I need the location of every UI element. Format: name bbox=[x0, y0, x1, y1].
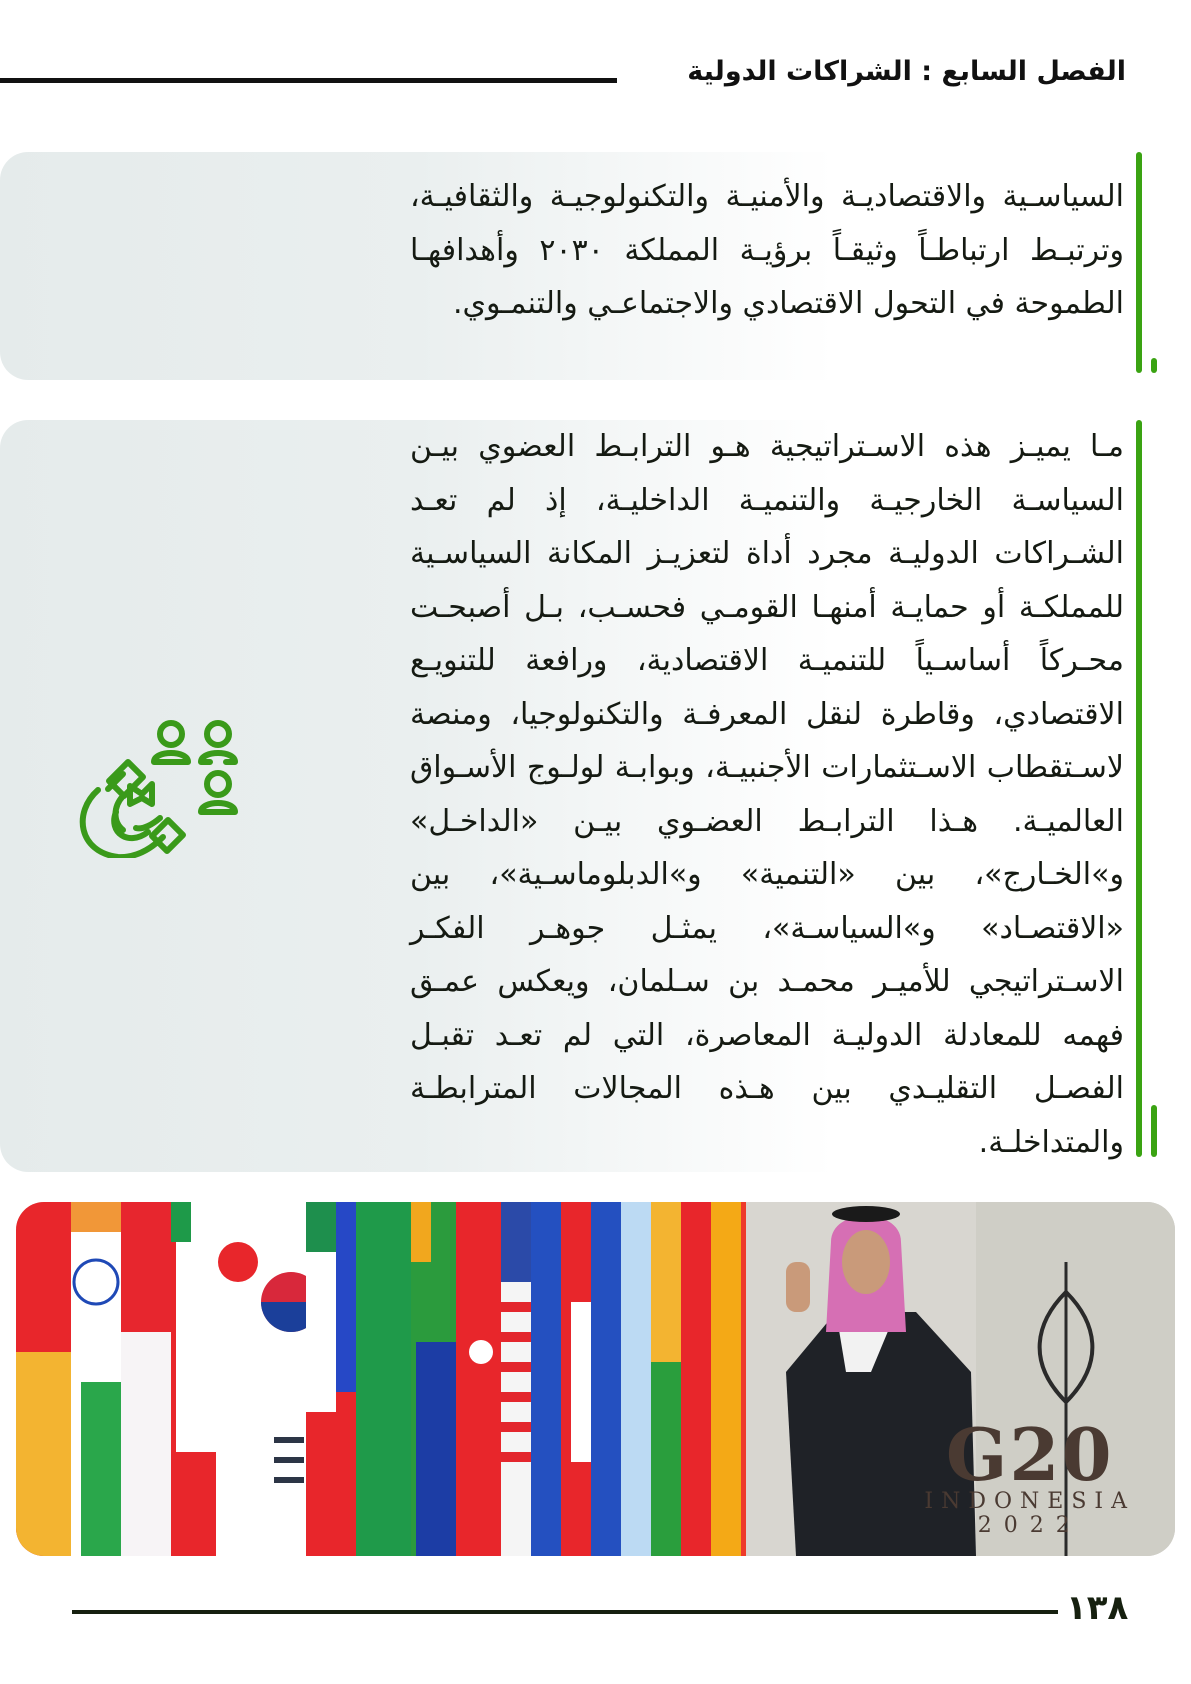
g20-photo bbox=[16, 1202, 1175, 1556]
g20-sign-country: INDONESIA bbox=[924, 1489, 1135, 1514]
footer-rule bbox=[72, 1610, 1058, 1614]
card-paragraph: السياسـية والاقتصاديـة والأمنيـة والتكنولوجيـة والثقافيـة، وترتبـط ارتباطـاً وثيقـاً برؤيـة المملكة ٢٠٣٠ وأهدافهـا الطموحة في التحول الاقتصادي والاجتماعـي والتنمـوي. bbox=[410, 179, 1125, 321]
page-number: ١٣٨ bbox=[1066, 1588, 1129, 1628]
accent-bar bbox=[1136, 152, 1142, 373]
g20-sign-title: G20 bbox=[945, 1412, 1114, 1497]
g20-sign bbox=[924, 1412, 1135, 1538]
accent-bar-short bbox=[1151, 358, 1157, 373]
card-paragraph: مـا يميـز هذه الاسـتراتيجية هـو الترابـط العضوي بيـن السياسـة الخارجيـة والتنميـة الداخليـة، إذ لم تعـد الشـراكات الدوليـة مجرد أداة لتعزيـز المكانة السياسـية للمملكـة أو حمايـة أمنهـا القومـي فحسـب، بـل أصبحـت محـركاً أساسـياً للتنميـة الاقتصادية، ورافعة للتنويـع الاقتصادي، وقاطرة لنقل المعرفـة والتكنولوجيا، ومنصة لاسـتقطاب الاسـتثمارات الأجنبيـة، وبوابـة لولـوج الأسـواق العالميـة. هـذا الترابـط العضـوي بيـن «الداخـل» و»الخـارج»، بين «التنمية» و»الدبلوماسـية»، بين «الاقتصـاد» و»السياسـة»، يمثـل جوهـر الفكـر الاسـتراتيجي للأميـر محمـد بن سـلمان، ويعكس عمـق فهمه للمعادلة الدوليـة المعاصرة، التي لم تعـد تقبـل الفصـل التقليـدي بين هـذه المجالات المترابطـة والمتداخلـة. bbox=[410, 429, 1124, 1160]
magnet-attract-people-icon bbox=[68, 712, 238, 858]
header-rule bbox=[0, 78, 617, 83]
accent-bar bbox=[1136, 420, 1142, 1157]
g20-sign-year: 2022 bbox=[977, 1513, 1082, 1538]
accent-bar-short bbox=[1151, 1105, 1157, 1157]
chapter-title: الفصل السابع : الشراكات الدولية bbox=[687, 56, 1126, 87]
text-card-1 bbox=[0, 152, 1191, 380]
